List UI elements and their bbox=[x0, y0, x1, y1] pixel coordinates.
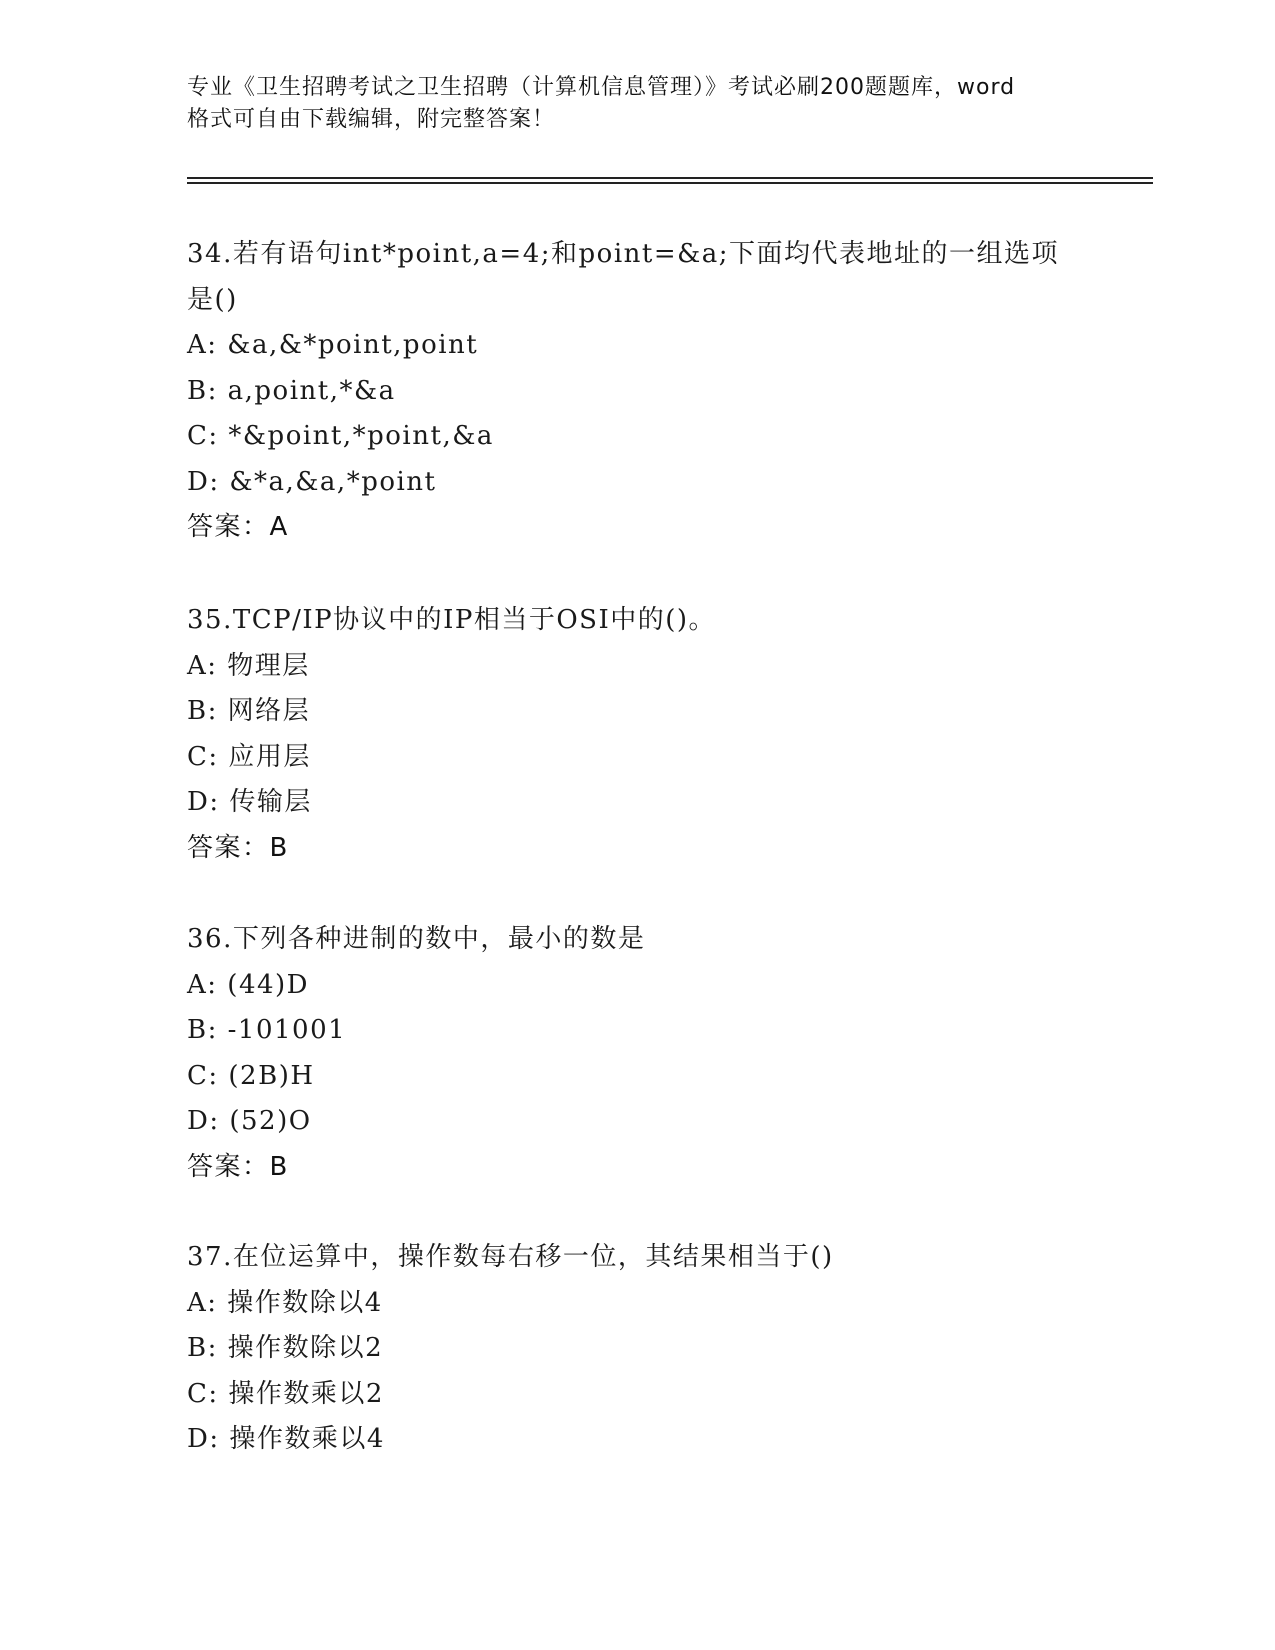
question-stem-continued: 是() bbox=[187, 284, 238, 315]
option-c: C: 操作数乘以2 bbox=[187, 1378, 384, 1409]
option-d: D: &*a,&a,*point bbox=[187, 466, 437, 497]
option-b: B: -101001 bbox=[187, 1015, 347, 1045]
header-divider-bottom bbox=[187, 182, 1153, 184]
option-b: B: a,point,*&a bbox=[187, 375, 396, 406]
option-a: A: &a,&*point,point bbox=[187, 330, 479, 360]
option-a: A: 物理层 bbox=[187, 650, 310, 681]
question-35 bbox=[187, 598, 1087, 871]
answer-label: 答案：A bbox=[187, 512, 289, 542]
header-line-1: 专业《卫生招聘考试之卫生招聘（计算机信息管理）》考试必刷200题题库，word bbox=[187, 75, 1016, 100]
answer-label: 答案：B bbox=[187, 832, 289, 863]
question-34 bbox=[187, 232, 1087, 551]
option-c: C: (2B)H bbox=[187, 1060, 315, 1091]
question-stem: 37.在位运算中，操作数每右移一位，其结果相当于() bbox=[187, 1242, 834, 1272]
question-stem: 35.TCP/IP协议中的IP相当于OSI中的()。 bbox=[187, 605, 717, 635]
option-d: D: (52)O bbox=[187, 1106, 312, 1136]
option-b: B: 操作数除以2 bbox=[187, 1333, 384, 1363]
option-a: A: (44)D bbox=[187, 969, 310, 1000]
option-b: B: 网络层 bbox=[187, 696, 311, 726]
header-divider-top bbox=[187, 177, 1153, 179]
header-line-2: 格式可自由下载编辑，附完整答案！ bbox=[187, 107, 556, 132]
option-c: C: *&point,*point,&a bbox=[187, 421, 494, 451]
question-stem: 36.下列各种进制的数中，最小的数是 bbox=[187, 924, 646, 954]
option-d: D: 操作数乘以4 bbox=[187, 1424, 385, 1454]
question-stem: 34.若有语句int*point,a=4;和point=&a;下面均代表地址的一组选项 bbox=[187, 239, 1060, 269]
option-a: A: 操作数除以4 bbox=[187, 1287, 383, 1318]
answer-label: 答案：B bbox=[187, 1151, 289, 1182]
question-36 bbox=[187, 917, 1087, 1190]
document-header bbox=[187, 72, 1087, 136]
option-c: C: 应用层 bbox=[187, 741, 311, 772]
question-37 bbox=[187, 1235, 1087, 1463]
option-d: D: 传输层 bbox=[187, 787, 312, 817]
